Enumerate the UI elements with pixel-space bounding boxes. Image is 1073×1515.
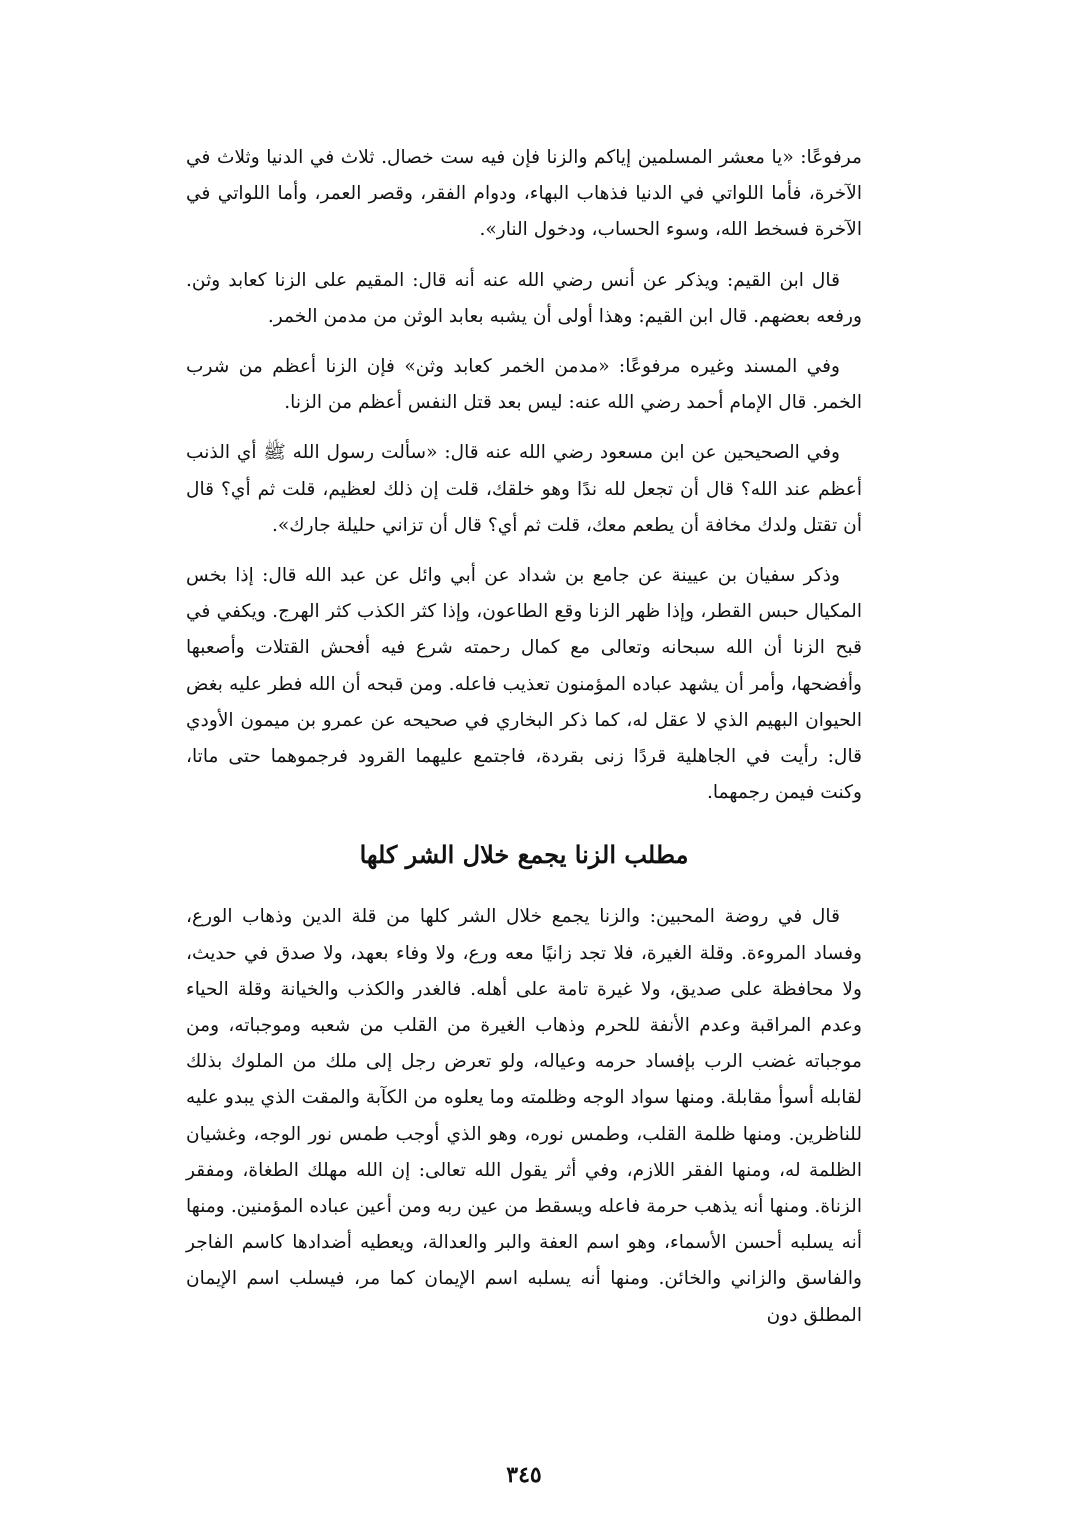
section-title: مطلب الزنا يجمع خلال الشر كلها <box>359 840 689 870</box>
paragraph-rawdat-al-muhibbin: قال في روضة المحبين: والزنا يجمع خلال الشر كلها من قلة الدين وذهاب الورع، وفساد المروءة. وقلة الغيرة، فلا تجد زانيًا معه ورع، ولا وفاء بعهد، ولا صدق في حديث، ولا محافظة على صديق، ولا غيرة تامة على أهله. فالغدر والكذب والخيانة وقلة الحياء وعدم المراقبة وعدم الأنفة للحرم وذهاب الغيرة من القلب من شعبه وموجباته، ومن موجباته غضب الرب بإفساد حرمه وعياله، ولو تعرض رجل إلى ملك من الملوك بذلك لقابله أسوأ مقابلة. ومنها سواد الوجه وظلمته وما يعلوه من الكآبة والمقت الذي يبدو عليه للناظرين. ومنها ظلمة القلب، وطمس نوره، وهو الذي أوجب طمس نور الوجه، وغشيان الظلمة له، ومنها الفقر اللازم، وفي أثر يقول الله تعالى: إن الله مهلك الطغاة، ومفقر الزناة. ومنها أنه يذهب حرمة فاعله ويسقط من عين ربه ومن أعين عباده المؤمنين. ومنها أنه يسلبه أحسن الأسماء، وهو اسم العفة والبر والعدالة، ويعطيه أضدادها كاسم الفاجر والفاسق والزاني والخائن. ومنها أنه يسلبه اسم الإيمان كما مر، فيسلب اسم الإيمان المطلق دون <box>186 906 863 1326</box>
paragraph-musnad-wine: وفي المسند وغيره مرفوعًا: «مدمن الخمر كعابد وثن» فإن الزنا أعظم من شرب الخمر. قال الإمام أحمد رضي الله عنه: ليس بعد قتل النفس أعظم من الزنا. <box>186 356 862 414</box>
page-number: ٣٤٥ <box>506 1462 542 1488</box>
paragraph-ibn-qayyim-anas: قال ابن القيم: ويذكر عن أنس رضي الله عنه أنه قال: المقيم على الزنا كعابد وثن. ورفعه بعضهم. قال ابن القيم: وهذا أولى أن يشبه بعابد الوثن من مدمن الخمر. <box>186 269 862 327</box>
paragraph-ibn-masud: وفي الصحيحين عن ابن مسعود رضي الله عنه قال: «سألت رسول الله ﷺ أي الذنب أعظم عند الله؟ قال أن تجعل لله ندًا وهو خلقك، قلت إن ذلك لعظيم، قلت ثم أي؟ قال أن تقتل ولدك مخافة أن يطعم معك، قلت ثم أي؟ قال أن تزاني حليلة جارك». <box>186 442 862 536</box>
paragraph-sufyan-ibn-uyaynah: وذكر سفيان بن عيينة عن جامع بن شداد عن أبي وائل عن عبد الله قال: إذا بخس المكيال حبس القطر، وإذا ظهر الزنا وقع الطاعون، وإذا كثر الكذب كثر الهرج. ويكفي في قبح الزنا أن الله سبحانه وتعالى مع كمال رحمته شرع فيه أفحش القتلات وأصعبها وأفضحها، وأمر أن يشهد عباده المؤمنون تعذيب فاعله. ومن قبحه أن الله فطر عليه بغض الحيوان البهيم الذي لا عقل له، كما ذكر البخاري في صحيحه عن عمرو بن ميمون الأودي قال: رأيت في الجاهلية قردًا زنى بقردة، فاجتمع عليهما القرود فرجموهما حتى ماتا، وكنت فيمن رجمهما. <box>186 565 862 804</box>
paragraph-hadith-six-traits: مرفوعًا: «يا معشر المسلمين إياكم والزنا فإن فيه ست خصال. ثلاث في الدنيا وثلاث في الآخرة، فأما اللواتي في الدنيا فذهاب البهاء، ودوام الفقر، وقصر العمر، وأما اللواتي في الآخرة فسخط الله، وسوء الحساب، ودخول النار». <box>186 147 862 241</box>
book-page <box>186 140 863 1488</box>
